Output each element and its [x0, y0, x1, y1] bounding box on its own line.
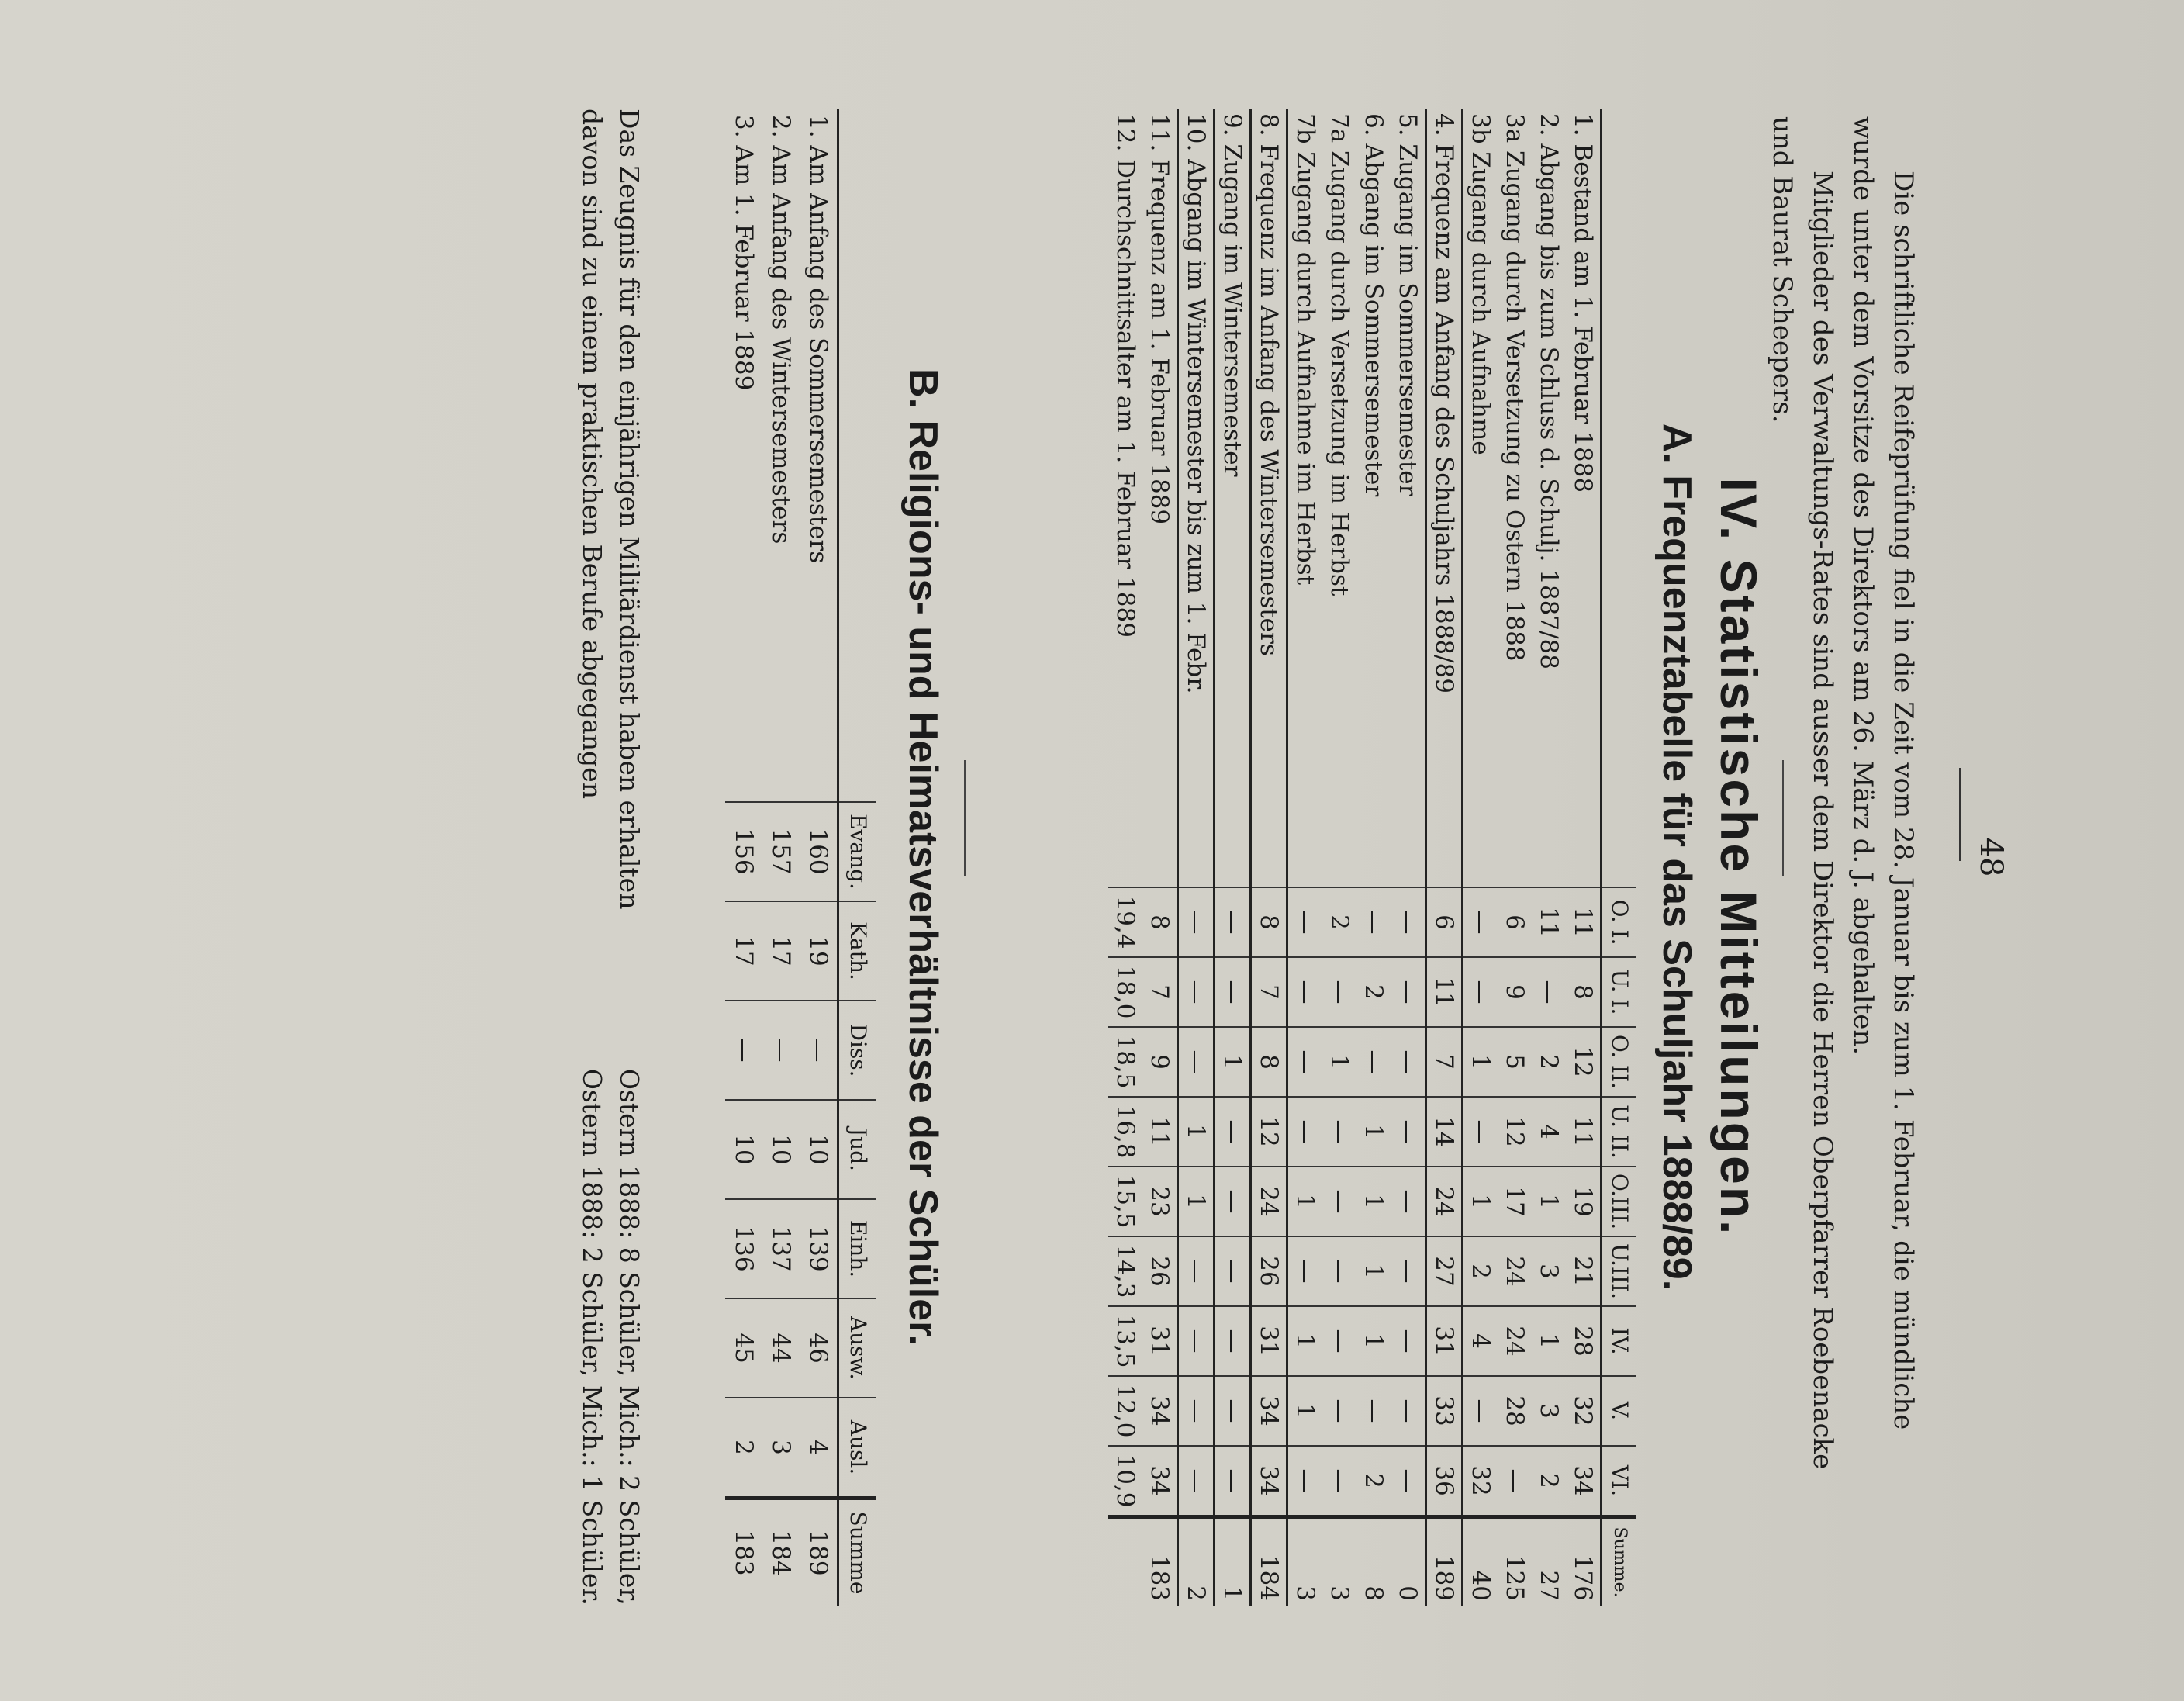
table-cell: 9: [1142, 1027, 1178, 1097]
table-cell: —: [1178, 887, 1215, 957]
table-cell: 12,0: [1108, 1376, 1142, 1446]
table-cell: —: [1391, 1097, 1426, 1167]
column-header: Jud.: [838, 1100, 877, 1199]
table-cell: —: [1215, 887, 1251, 957]
table-cell: 139: [800, 1199, 838, 1298]
table-cell: 4: [800, 1398, 838, 1499]
table-row: [1178, 109, 1215, 1606]
table-row: [1108, 109, 1142, 1606]
table-cell: —: [1178, 1027, 1215, 1097]
table-cell: 17: [1498, 1167, 1532, 1236]
row-label: 12. Durchschnittsalter am 1. Februar 1889: [1111, 113, 1139, 638]
table-row: [1251, 109, 1287, 1606]
table-cell: 7: [1426, 1027, 1463, 1097]
intro-line-3: Mitglieder des Verwaltungs-Rates sind ausser dem Direktor die Herren Oberpfarrer Roebenacke: [1807, 171, 1838, 1470]
table-row: [725, 109, 762, 1606]
table-row: [1142, 109, 1178, 1606]
row-label: 6. Abgang im Sommersemester: [1360, 113, 1387, 497]
table-cell: —: [1463, 957, 1498, 1027]
table-cell: 18,0: [1108, 957, 1142, 1027]
sum-cell: [1108, 1517, 1142, 1606]
table-cell: 1: [1287, 1306, 1323, 1376]
table-cell: —: [1287, 1027, 1323, 1097]
table-cell: 11: [1532, 887, 1566, 957]
table-cell: 2: [1322, 887, 1356, 957]
table-cell: 4: [1532, 1097, 1566, 1167]
table-cell: 4: [1463, 1306, 1498, 1376]
table-cell: 10,9: [1108, 1446, 1142, 1517]
column-header: Ausw.: [838, 1298, 877, 1398]
table-cell: —: [800, 1001, 838, 1100]
table-cell: —: [1463, 887, 1498, 957]
table-cell: 15,5: [1108, 1167, 1142, 1236]
column-header: O. II.: [1602, 1027, 1637, 1097]
row-label: 1. Am Anfang des Sommersemesters: [804, 115, 832, 564]
table-cell: —: [1391, 1236, 1426, 1306]
table-cell: —: [1215, 1167, 1251, 1236]
table-cell: 156: [725, 802, 762, 901]
table-cell: 23: [1142, 1167, 1178, 1236]
row-label: 9. Zugang im Wintersemester: [1215, 109, 1251, 887]
table-row: [1356, 109, 1391, 1606]
sum-cell: 2: [1178, 1517, 1215, 1606]
table-cell: 6: [1426, 887, 1463, 957]
table-cell: —: [1215, 1236, 1251, 1306]
table-cell: 3: [762, 1398, 800, 1499]
table-cell: —: [1391, 1027, 1426, 1097]
column-header: Kath.: [838, 901, 877, 1001]
sum-cell: 183: [725, 1499, 762, 1606]
table-cell: —: [1178, 1236, 1215, 1306]
table-cell: 21: [1566, 1236, 1602, 1306]
table-cell: 24: [1498, 1306, 1532, 1376]
table-cell: 12: [1251, 1097, 1287, 1167]
table-cell: —: [1287, 1097, 1323, 1167]
column-header: V.: [1602, 1376, 1637, 1446]
row-label: 2. Abgang bis zum Schluss d. Schulj. 1887/88: [1535, 113, 1563, 669]
table-cell: 10: [762, 1100, 800, 1199]
sum-cell: 189: [1426, 1517, 1463, 1606]
table-row: [1322, 109, 1356, 1606]
religion-table-header: [838, 109, 877, 1606]
table-cell: 11: [1566, 1097, 1602, 1167]
table-cell: 1: [1287, 1376, 1323, 1446]
table-cell: 11: [1566, 887, 1602, 957]
column-header: IV.: [1602, 1306, 1637, 1376]
table-cell: 19: [800, 901, 838, 1001]
sum-cell: 27: [1532, 1517, 1566, 1606]
table-cell: 8: [1142, 887, 1178, 957]
sum-cell: 189: [800, 1499, 838, 1606]
intro-line-4: und Baurat Scheepers.: [1767, 116, 1798, 424]
column-header: Diss.: [838, 1001, 877, 1100]
table-row: [1566, 109, 1602, 1606]
table-cell: —: [725, 1001, 762, 1100]
table-cell: 31: [1426, 1306, 1463, 1376]
table-cell: 34: [1142, 1376, 1178, 1446]
table-row: [1463, 109, 1498, 1606]
table-row: [1391, 109, 1426, 1606]
table-cell: 24: [1498, 1236, 1532, 1306]
table-cell: —: [1178, 1306, 1215, 1376]
table-cell: 1: [1178, 1167, 1215, 1236]
table-cell: 1: [1356, 1167, 1391, 1236]
table-cell: —: [1287, 957, 1323, 1027]
table-cell: 160: [800, 802, 838, 901]
table-cell: 46: [800, 1298, 838, 1398]
row-label: 11. Frequenz am 1. Februar 1889: [1142, 109, 1178, 887]
table-cell: 1: [1178, 1097, 1215, 1167]
table-b-title: B. Religions- und Heimatsverhältnisse der Schüler.: [900, 368, 945, 1346]
table-cell: 24: [1426, 1167, 1463, 1236]
table-cell: 1: [1356, 1097, 1391, 1167]
table-cell: 8: [1251, 887, 1287, 957]
table-cell: 45: [725, 1298, 762, 1398]
column-header: Evang.: [838, 802, 877, 901]
page-number-rule: [1959, 768, 1961, 861]
column-header: U. II.: [1602, 1097, 1637, 1167]
row-label: 7b Zugang durch Aufnahme im Herbst: [1291, 113, 1319, 586]
table-cell: 13,5: [1108, 1306, 1142, 1376]
table-cell: —: [1391, 957, 1426, 1027]
table-cell: —: [1287, 1446, 1323, 1517]
table-cell: 1: [1463, 1027, 1498, 1097]
table-cell: 17: [725, 901, 762, 1001]
table-cell: —: [1322, 1376, 1356, 1446]
column-header: O.III.: [1602, 1167, 1637, 1236]
frequency-table-body: [1108, 109, 1602, 1606]
note-line-2-left: davon sind zu einem praktischen Berufe abgegangen: [577, 109, 607, 799]
table-cell: —: [1215, 1446, 1251, 1517]
table-cell: —: [1532, 957, 1566, 1027]
table-cell: 36: [1426, 1446, 1463, 1517]
row-label: 3. Am 1. Februar 1889: [730, 115, 758, 391]
table-cell: 137: [762, 1199, 800, 1298]
table-cell: —: [1322, 1236, 1356, 1306]
table-cell: 2: [725, 1398, 762, 1499]
table-cell: 1: [1532, 1306, 1566, 1376]
table-cell: 7: [1251, 957, 1287, 1027]
sum-cell: 176: [1566, 1517, 1602, 1606]
sum-cell: 184: [762, 1499, 800, 1606]
table-cell: —: [1287, 887, 1323, 957]
table-cell: —: [1356, 1376, 1391, 1446]
divider-rule: [964, 760, 966, 876]
table-cell: —: [1322, 1446, 1356, 1517]
table-cell: 6: [1498, 887, 1532, 957]
divider-rule: [1782, 760, 1784, 876]
table-cell: 1: [1532, 1167, 1566, 1236]
sum-cell: 3: [1322, 1517, 1356, 1606]
table-cell: 136: [725, 1199, 762, 1298]
table-row: [1498, 109, 1532, 1606]
table-a-title: A. Frequenztabelle für das Schuljahr 1888/89.: [1654, 423, 1699, 1291]
table-row: [762, 109, 800, 1606]
sum-cell: 40: [1463, 1517, 1498, 1606]
column-header: U. I.: [1602, 957, 1637, 1027]
table-cell: 27: [1426, 1236, 1463, 1306]
table-cell: 32: [1463, 1446, 1498, 1517]
table-cell: —: [1322, 1097, 1356, 1167]
note-line-1-right: Ostern 1888: 8 Schüler, Mich.: 2 Schüler,: [614, 1068, 644, 1606]
table-cell: 2: [1532, 1446, 1566, 1517]
table-cell: —: [1356, 887, 1391, 957]
religion-table: [725, 109, 876, 1606]
intro-line-2: wurde unter dem Vorsitze des Direktors am 26. März d. J. abgehalten.: [1847, 116, 1878, 1056]
table-cell: 8: [1251, 1027, 1287, 1097]
row-label: 8. Frequenz im Anfang des Wintersemesters: [1251, 109, 1287, 887]
table-cell: —: [1356, 1027, 1391, 1097]
religion-table-body: [725, 109, 838, 1606]
row-label: 2. Am Anfang des Wintersemesters: [767, 115, 795, 545]
table-cell: 5: [1498, 1027, 1532, 1097]
table-cell: 26: [1251, 1236, 1287, 1306]
sum-column-header: Summe.: [1602, 1517, 1637, 1606]
table-cell: 1: [1463, 1167, 1498, 1236]
table-cell: —: [1178, 1376, 1215, 1446]
section-title: IV. Statistische Mitteilungen.: [1710, 477, 1768, 1237]
table-row: [1215, 109, 1251, 1606]
row-label: 10. Abgang im Wintersemester bis zum 1. Febr.: [1178, 109, 1215, 887]
table-cell: —: [1178, 957, 1215, 1027]
note-line-1-left: Das Zeugnis für den einjährigen Militärdienst haben erhalten: [614, 109, 644, 910]
table-cell: 34: [1142, 1446, 1178, 1517]
table-cell: 28: [1566, 1306, 1602, 1376]
sum-cell: 125: [1498, 1517, 1532, 1606]
intro-paragraph: [1762, 116, 1923, 1590]
table-cell: —: [1287, 1236, 1323, 1306]
table-cell: —: [1391, 887, 1426, 957]
table-cell: —: [1498, 1446, 1532, 1517]
row-label: 1. Bestand am 1. Februar 1888: [1569, 113, 1597, 493]
sum-column-header: Summe: [838, 1499, 877, 1606]
table-cell: 14,3: [1108, 1236, 1142, 1306]
table-cell: 12: [1566, 1027, 1602, 1097]
table-cell: —: [1391, 1306, 1426, 1376]
table-cell: 1: [1287, 1167, 1323, 1236]
sum-cell: 0: [1391, 1517, 1426, 1606]
table-row: [800, 109, 838, 1606]
table-cell: 1: [1356, 1236, 1391, 1306]
table-row: [1287, 109, 1323, 1606]
table-cell: —: [1215, 1306, 1251, 1376]
sum-cell: 8: [1356, 1517, 1391, 1606]
column-header: U.III.: [1602, 1236, 1637, 1306]
table-cell: 10: [725, 1100, 762, 1199]
column-header: O. I.: [1602, 887, 1637, 957]
table-cell: 1: [1322, 1027, 1356, 1097]
table-cell: 34: [1251, 1376, 1287, 1446]
table-cell: —: [1463, 1097, 1498, 1167]
table-cell: 1: [1215, 1027, 1251, 1097]
table-row: [1532, 109, 1566, 1606]
table-cell: —: [1322, 957, 1356, 1027]
table-cell: 11: [1426, 957, 1463, 1027]
table-cell: 18,5: [1108, 1027, 1142, 1097]
label-column-header: [838, 109, 877, 802]
table-cell: 7: [1142, 957, 1178, 1027]
table-cell: 1: [1356, 1306, 1391, 1376]
row-label: 7a Zugang durch Versetzung im Herbst: [1325, 113, 1353, 596]
table-cell: 34: [1251, 1446, 1287, 1517]
table-cell: 34: [1566, 1446, 1602, 1517]
row-label: 3b Zugang durch Aufnahme: [1467, 113, 1495, 455]
table-cell: —: [1463, 1376, 1498, 1446]
table-cell: —: [1215, 1376, 1251, 1446]
table-cell: 3: [1532, 1376, 1566, 1446]
column-header: Ausl.: [838, 1398, 877, 1499]
table-cell: 10: [800, 1100, 838, 1199]
table-cell: —: [1322, 1167, 1356, 1236]
table-cell: 33: [1426, 1376, 1463, 1446]
sum-cell: 1: [1215, 1517, 1251, 1606]
table-cell: 44: [762, 1298, 800, 1398]
table-cell: 2: [1356, 957, 1391, 1027]
table-cell: —: [1391, 1167, 1426, 1236]
table-cell: 17: [762, 901, 800, 1001]
frequency-table-header: [1602, 109, 1637, 1606]
table-cell: —: [1215, 957, 1251, 1027]
military-certificate-note: [573, 109, 648, 1606]
row-label: 5. Zugang im Sommersemester: [1391, 109, 1426, 887]
table-cell: —: [1391, 1446, 1426, 1517]
table-cell: 11: [1142, 1097, 1178, 1167]
table-row: [1426, 109, 1463, 1606]
table-cell: —: [1178, 1446, 1215, 1517]
table-cell: 24: [1251, 1167, 1287, 1236]
sum-cell: 3: [1287, 1517, 1323, 1606]
column-header: VI.: [1602, 1446, 1637, 1517]
table-cell: 2: [1532, 1027, 1566, 1097]
row-label: 4. Frequenz am Anfang des Schuljahrs 1888/89: [1426, 109, 1463, 887]
table-cell: 19,4: [1108, 887, 1142, 957]
table-cell: —: [1322, 1306, 1356, 1376]
table-cell: 2: [1463, 1236, 1498, 1306]
table-cell: 16,8: [1108, 1097, 1142, 1167]
column-header: Einh.: [838, 1199, 877, 1298]
table-cell: 28: [1498, 1376, 1532, 1446]
table-cell: —: [1391, 1376, 1426, 1446]
intro-line-1: Die schriftliche Reifeprüfung fiel in die Zeit vom 28. Januar bis zum 1. Februar, die mündliche: [1888, 171, 1919, 1430]
table-cell: 31: [1251, 1306, 1287, 1376]
table-cell: —: [1215, 1097, 1251, 1167]
sum-cell: 183: [1142, 1517, 1178, 1606]
table-cell: 26: [1142, 1236, 1178, 1306]
page-number: 48: [1973, 837, 2009, 877]
note-line-2-right: Ostern 1888: 2 Schüler, Mich.: 1 Schüler.: [577, 1068, 607, 1606]
table-cell: 31: [1142, 1306, 1178, 1376]
row-label: 3a Zugang durch Versetzung zu Ostern 1888: [1501, 113, 1529, 662]
table-cell: 2: [1356, 1446, 1391, 1517]
label-column-header: [1602, 109, 1637, 887]
table-cell: 157: [762, 802, 800, 901]
table-cell: 14: [1426, 1097, 1463, 1167]
table-cell: 3: [1532, 1236, 1566, 1306]
table-cell: —: [762, 1001, 800, 1100]
table-cell: 8: [1566, 957, 1602, 1027]
table-cell: 32: [1566, 1376, 1602, 1446]
rotated-page-content: [31, 62, 2016, 1652]
table-cell: 12: [1498, 1097, 1532, 1167]
frequency-table: [1108, 109, 1636, 1606]
table-cell: 9: [1498, 957, 1532, 1027]
table-cell: 19: [1566, 1167, 1602, 1236]
sum-cell: 184: [1251, 1517, 1287, 1606]
